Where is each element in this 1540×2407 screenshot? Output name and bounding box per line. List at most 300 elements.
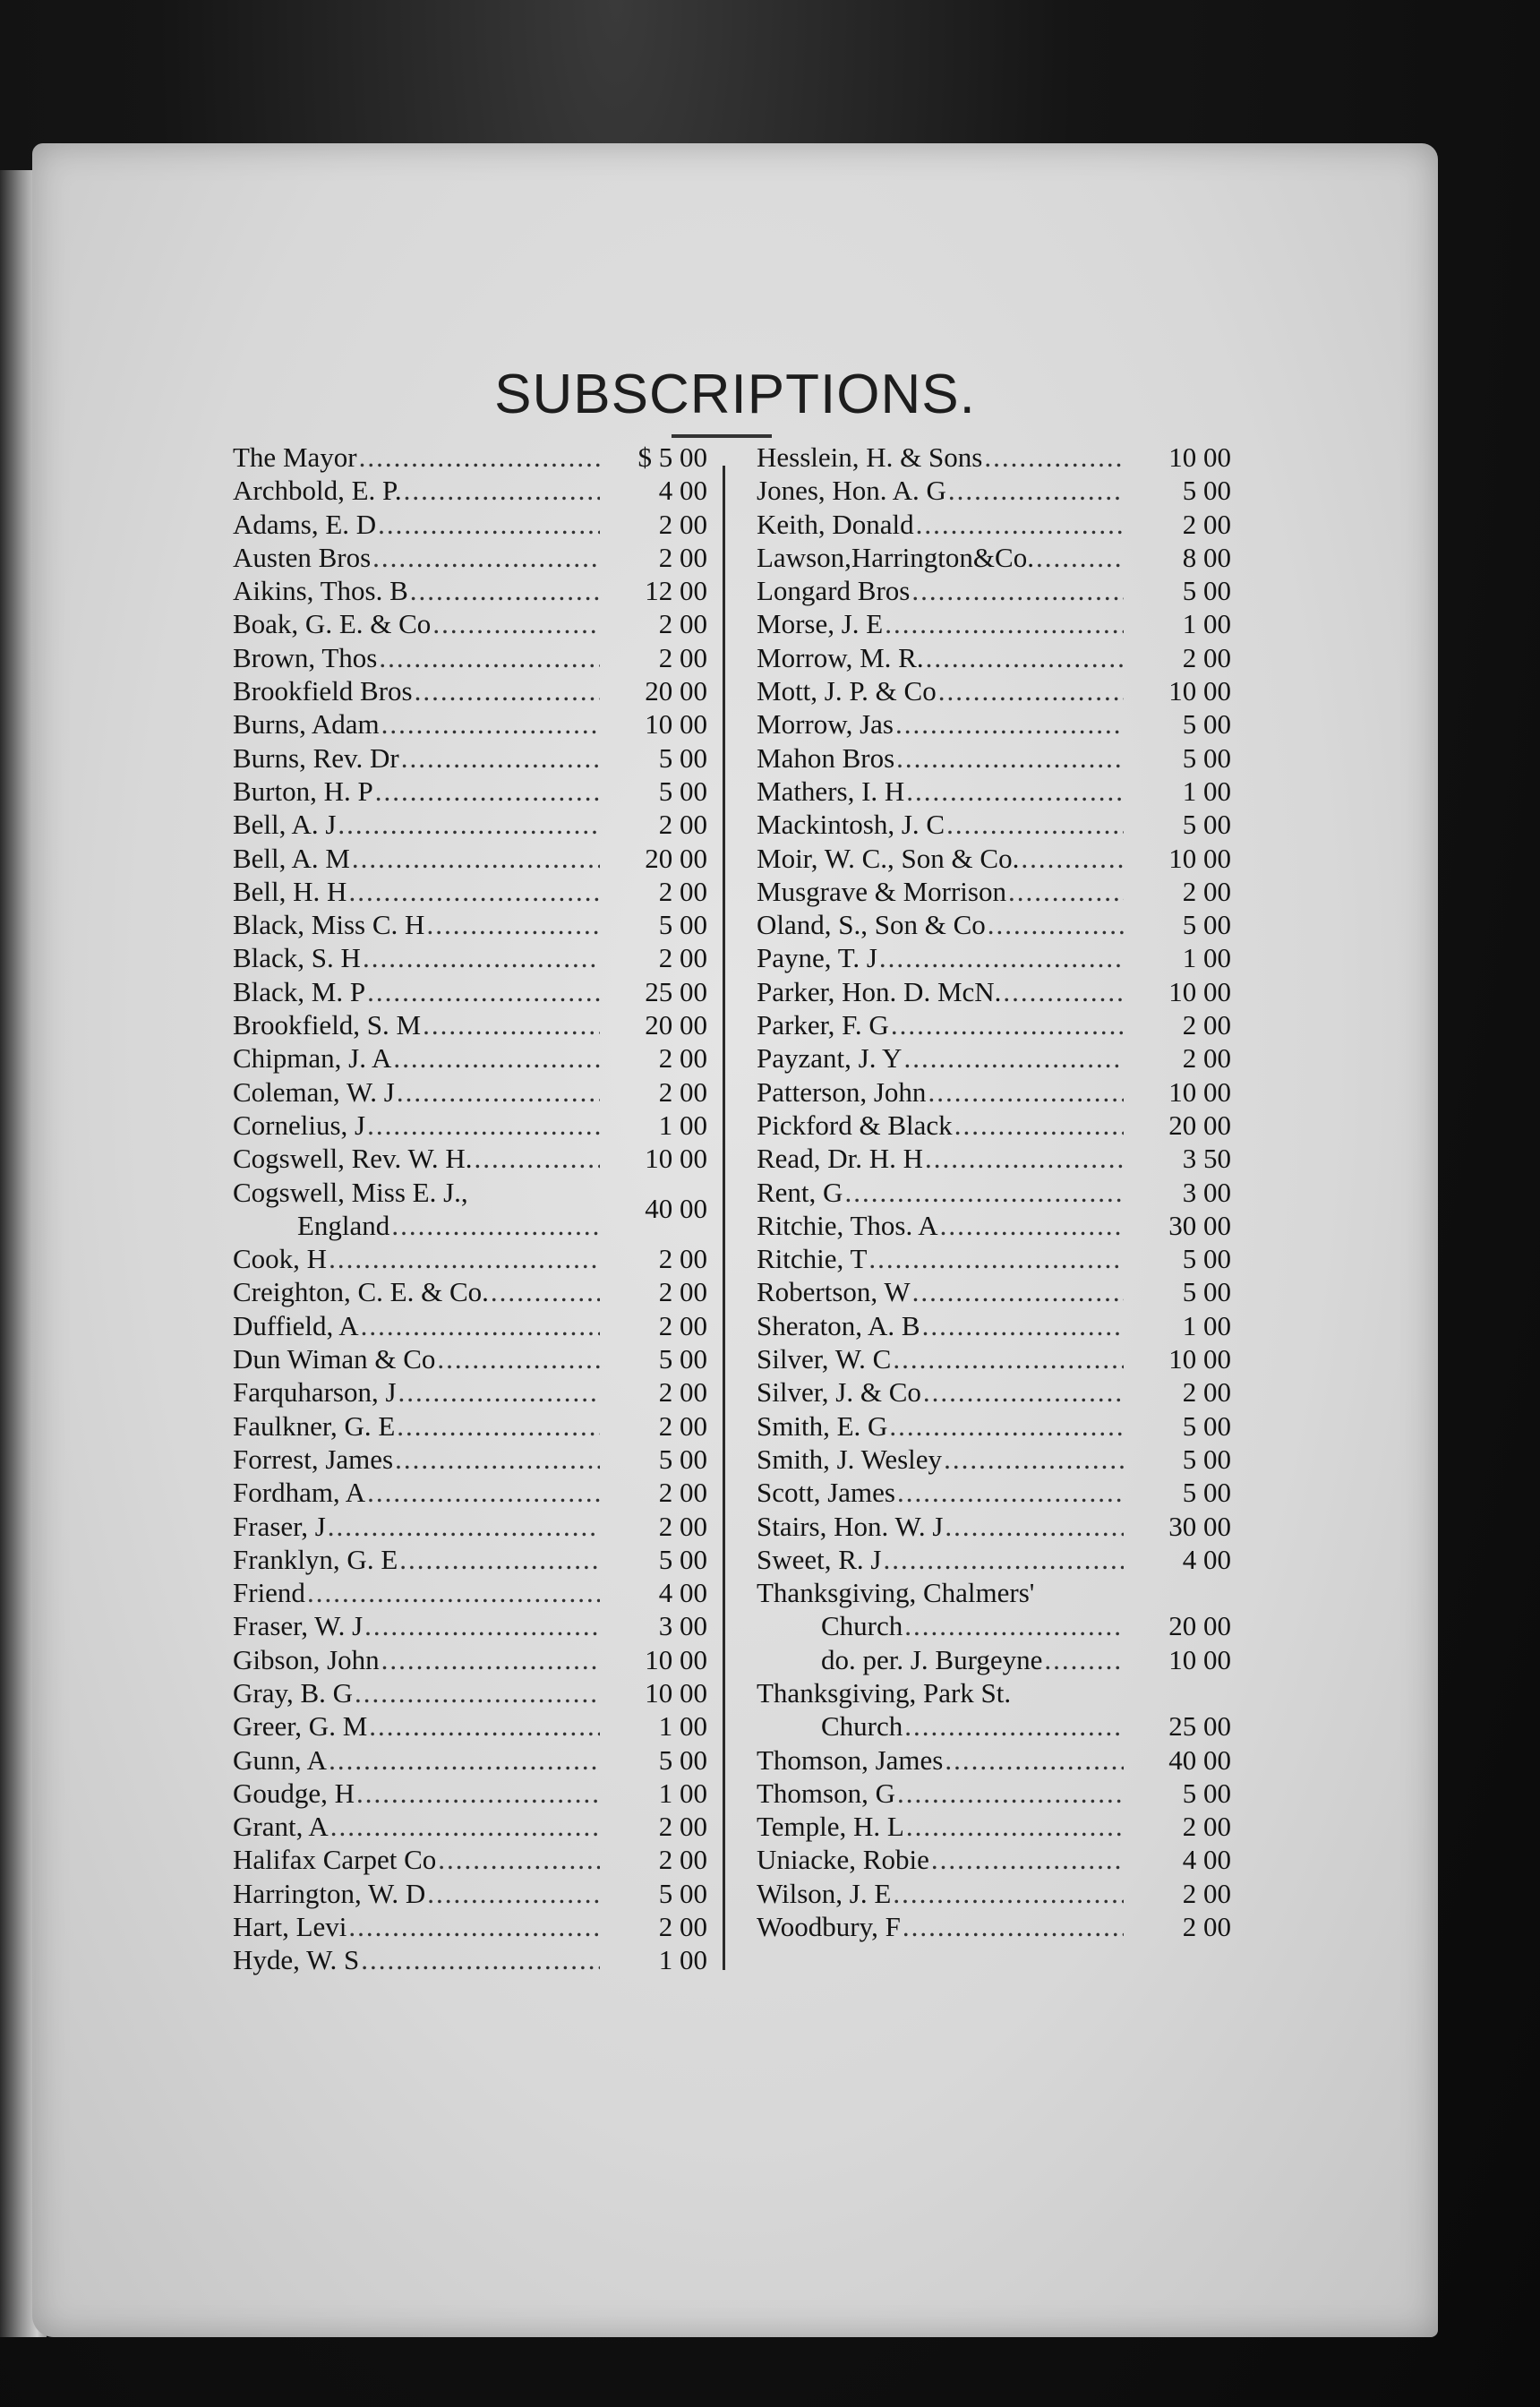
subscriber-name: Ritchie, Thos. A	[757, 1209, 938, 1241]
list-item	[233, 1610, 707, 1643]
subscription-amount: 5 00	[1182, 1443, 1231, 1475]
subscription-amount: 4 00	[658, 1577, 707, 1609]
leader-dots	[395, 1443, 600, 1476]
subscription-amount: 2 00	[658, 1075, 707, 1108]
subscription-amount: 30 00	[1168, 1209, 1231, 1241]
subscriber-name: Black, S. H	[233, 942, 361, 974]
list-item	[757, 1544, 1231, 1577]
list-item	[233, 1443, 707, 1477]
subscriber-name: Read, Dr. H. H	[757, 1143, 923, 1175]
subscription-amount: 5 00	[1182, 475, 1231, 507]
leader-dots	[1036, 542, 1124, 574]
leader-dots	[889, 1410, 1124, 1443]
leader-dots	[307, 1577, 600, 1609]
list-item	[233, 1577, 707, 1610]
leader-dots	[844, 1177, 1124, 1209]
subscriber-name: Fraser, W. J	[233, 1610, 364, 1642]
subscription-amount: 10 00	[1168, 1343, 1231, 1375]
subscriber-name: Thomson, James	[757, 1743, 944, 1776]
list-item	[233, 708, 707, 741]
subscriber-name: Bell, H. H	[233, 875, 347, 907]
leader-dots	[903, 1911, 1124, 1943]
subscriber-name: Harrington, W. D	[233, 1877, 426, 1909]
leader-dots	[1021, 843, 1124, 875]
list-item	[757, 1644, 1231, 1677]
subscription-amount: 2 00	[1182, 1911, 1231, 1943]
list-item	[757, 1376, 1231, 1409]
list-item	[233, 942, 707, 975]
list-item	[233, 775, 707, 809]
list-item	[757, 1610, 1231, 1643]
list-item	[757, 976, 1231, 1009]
subscription-amount: 20 00	[645, 842, 707, 874]
page-title: SUBSCRIPTIONS.	[494, 364, 976, 425]
subscription-amount: 5 00	[1182, 741, 1231, 774]
subscription-amount: 2 00	[658, 1409, 707, 1442]
subscription-amount: 1 00	[1182, 608, 1231, 640]
leader-dots	[427, 1878, 600, 1910]
subscriber-name: Forrest, James	[233, 1443, 394, 1475]
list-item	[757, 1310, 1231, 1343]
subscription-amount: 2 00	[658, 875, 707, 907]
leader-dots	[381, 1644, 600, 1676]
list-item	[233, 1109, 707, 1143]
subscription-amount: 2 00	[658, 508, 707, 540]
subscriber-name: Archbold, E. P.	[233, 475, 402, 507]
list-item	[757, 542, 1231, 575]
subscriber-name: Smith, E. G	[757, 1409, 888, 1442]
list-item	[233, 1811, 707, 1844]
subscriber-name: Jones, Hon. A. G	[757, 475, 946, 507]
list-item	[757, 909, 1231, 942]
subscriber-name: Thanksgiving, Park St.	[757, 1676, 1012, 1709]
list-item	[233, 1477, 707, 1510]
list-item	[757, 942, 1231, 975]
list-item	[757, 575, 1231, 608]
list-item	[757, 1811, 1231, 1844]
subscription-amount: 10 00	[1168, 441, 1231, 473]
subscriber-name: Brown, Thos	[233, 641, 378, 673]
subscriber-name: Aikins, Thos. B	[233, 575, 408, 607]
leader-dots	[364, 1610, 600, 1642]
subscription-amount: 1 00	[658, 1777, 707, 1809]
leader-dots	[397, 1076, 600, 1109]
subscriber-name: Moir, W. C., Son & Co.	[757, 842, 1020, 874]
subscriber-name: Black, Miss C. H	[233, 909, 425, 941]
subscriber-name: Sweet, R. J	[757, 1543, 882, 1575]
subscriber-name: Franklyn, G. E	[233, 1543, 398, 1575]
leader-dots	[352, 843, 600, 875]
subscription-amount: 5 00	[1182, 1409, 1231, 1442]
leader-dots	[348, 1911, 600, 1943]
subscriber-name: Morse, J. E	[757, 608, 884, 640]
list-item	[233, 642, 707, 675]
subscription-amount: 2 00	[658, 1510, 707, 1542]
leader-dots	[378, 509, 600, 541]
subscriber-name: Smith, J. Wesley	[757, 1443, 943, 1475]
subscription-amount: 3 50	[1182, 1143, 1231, 1175]
list-item	[233, 675, 707, 708]
subscription-amount: 2 00	[658, 608, 707, 640]
subscriber-name: Coleman, W. J	[233, 1075, 395, 1108]
subscription-amount: 2 00	[1182, 1877, 1231, 1909]
subscription-amount: 2 00	[658, 1042, 707, 1075]
list-item	[757, 775, 1231, 809]
subscription-amount: 5 00	[658, 775, 707, 807]
leader-dots	[884, 1544, 1125, 1576]
list-item	[757, 1511, 1231, 1544]
leader-dots	[948, 475, 1124, 507]
list-item	[233, 1544, 707, 1577]
subscription-amount: 4 00	[1182, 1844, 1231, 1876]
leader-dots	[410, 575, 600, 607]
list-item	[757, 1844, 1231, 1877]
leader-dots	[415, 675, 600, 707]
leader-dots	[938, 675, 1124, 707]
list-item	[233, 742, 707, 775]
leader-dots	[491, 1276, 600, 1308]
leader-dots	[381, 708, 600, 741]
leader-dots	[359, 441, 600, 474]
subscription-amount: 20 00	[645, 675, 707, 707]
subscription-amount: 2 00	[658, 1477, 707, 1509]
subscriber-name: Church	[821, 1610, 903, 1642]
subscription-amount: 5 00	[658, 1743, 707, 1776]
subscriber-name: Uniacke, Robie	[757, 1844, 929, 1876]
leader-dots	[361, 1310, 600, 1342]
subscription-amount: 10 00	[1168, 1075, 1231, 1108]
subscription-amount: 40 00	[645, 1192, 707, 1224]
subscription-amount: $ 5 00	[637, 441, 707, 473]
subscription-amount: 25 00	[1168, 1710, 1231, 1743]
leader-dots	[393, 1042, 600, 1075]
subscription-amount: 3 00	[1182, 1176, 1231, 1208]
leader-dots	[401, 742, 600, 775]
list-item	[757, 1911, 1231, 1944]
leader-dots	[426, 909, 600, 941]
list-item	[233, 1844, 707, 1877]
list-item	[757, 1577, 1231, 1610]
list-item	[233, 1042, 707, 1075]
list-item	[757, 876, 1231, 909]
subscriber-name: Payzant, J. Y	[757, 1042, 903, 1075]
list-item	[233, 1009, 707, 1042]
subscriber-name: Goudge, H	[233, 1777, 355, 1809]
list-item	[757, 441, 1231, 475]
list-item	[757, 1276, 1231, 1309]
list-item	[233, 1878, 707, 1911]
subscriber-name: Burton, H. P	[233, 775, 373, 807]
subscriber-name: Bell, A. M	[233, 842, 350, 874]
leader-dots	[945, 1744, 1124, 1777]
leader-dots	[369, 1710, 600, 1743]
subscription-amount: 4 00	[1182, 1543, 1231, 1575]
list-item	[757, 843, 1231, 876]
list-item	[233, 1511, 707, 1544]
leader-dots	[379, 642, 600, 674]
list-item	[757, 1243, 1231, 1276]
subscriber-name: Woodbury, F	[757, 1911, 901, 1943]
subscriber-name: Grant, A	[233, 1811, 329, 1843]
list-item	[233, 441, 707, 475]
leader-dots	[896, 742, 1124, 775]
leader-dots	[906, 1811, 1124, 1843]
subscriber-name: Parker, F. G	[757, 1009, 889, 1041]
subscriber-name: Halifax Carpet Co	[233, 1844, 437, 1876]
list-item	[233, 809, 707, 842]
leader-dots	[885, 608, 1124, 640]
leader-dots	[931, 1844, 1124, 1876]
list-item	[233, 1644, 707, 1677]
leader-dots	[363, 942, 600, 974]
subscriber-name: Ritchie, T	[757, 1243, 868, 1275]
list-item	[757, 1677, 1231, 1710]
subscriber-name: Fraser, J	[233, 1510, 326, 1542]
subscriber-name: Sheraton, A. B	[757, 1309, 920, 1341]
list-item	[233, 843, 707, 876]
subscription-amount: 5 00	[1182, 909, 1231, 941]
leader-dots	[895, 708, 1124, 741]
left-column	[233, 441, 707, 1978]
leader-dots	[944, 1443, 1124, 1476]
list-item	[757, 509, 1231, 542]
subscription-amount: 5 00	[658, 1343, 707, 1375]
leader-dots	[925, 1143, 1124, 1175]
subscriber-name: Cornelius, J	[233, 1109, 366, 1141]
subscriber-name: Dun Wiman & Co	[233, 1343, 436, 1375]
subscriber-name: Wilson, J. E	[757, 1877, 892, 1909]
list-item	[233, 1310, 707, 1343]
leader-dots	[904, 1710, 1124, 1743]
leader-dots	[437, 1343, 600, 1375]
subscriber-name: Thanksgiving, Chalmers'	[757, 1577, 1035, 1609]
subscriber-name: Parker, Hon. D. McN.	[757, 975, 1002, 1007]
subscription-amount: 1 00	[1182, 1309, 1231, 1341]
subscriber-name: The Mayor	[233, 441, 357, 473]
subscription-amount: 1 00	[658, 1109, 707, 1141]
subscription-amount: 2 00	[658, 541, 707, 573]
list-item	[233, 976, 707, 1009]
leader-dots	[897, 1477, 1124, 1509]
list-item	[233, 542, 707, 575]
subscription-amount: 10 00	[1168, 975, 1231, 1007]
subscription-amount: 3 00	[658, 1610, 707, 1642]
list-item	[233, 1076, 707, 1109]
list-item	[757, 1744, 1231, 1777]
list-item	[757, 742, 1231, 775]
leader-dots	[904, 1610, 1124, 1642]
leader-dots	[328, 1511, 600, 1543]
subscription-amount: 2 00	[658, 1376, 707, 1409]
subscription-amount: 2 00	[1182, 1042, 1231, 1075]
subscriber-name: Thomson, G	[757, 1777, 895, 1809]
list-item	[233, 1376, 707, 1409]
list-item	[757, 1042, 1231, 1075]
subscriber-name: Friend	[233, 1577, 305, 1609]
subscription-amount: 2 00	[1182, 641, 1231, 673]
leader-dots	[906, 775, 1124, 808]
leader-dots	[356, 1777, 600, 1810]
subscription-amount: 10 00	[1168, 675, 1231, 707]
list-item	[233, 1343, 707, 1376]
subscription-amount: 10 00	[1168, 842, 1231, 874]
leader-dots	[367, 1109, 600, 1142]
leader-dots	[940, 1210, 1124, 1242]
leader-dots	[391, 1210, 600, 1242]
subscriber-name: Longard Bros	[757, 575, 911, 607]
subscription-amount: 1 00	[658, 1710, 707, 1743]
subscription-amount: 5 00	[1182, 1276, 1231, 1308]
list-item	[757, 1076, 1231, 1109]
subscription-amount: 1 00	[1182, 775, 1231, 807]
subscription-amount: 2 00	[1182, 1376, 1231, 1409]
list-item	[757, 1343, 1231, 1376]
list-item	[757, 1143, 1231, 1176]
leader-dots	[397, 1410, 600, 1443]
list-item	[233, 1911, 707, 1944]
leader-dots	[954, 1109, 1124, 1142]
list-item	[757, 475, 1231, 508]
leader-dots	[372, 542, 600, 574]
leader-dots	[1003, 976, 1124, 1008]
subscription-amount: 2 00	[658, 809, 707, 841]
subscriber-name: Robertson, W	[757, 1276, 911, 1308]
list-item	[233, 1176, 707, 1224]
leader-dots	[367, 976, 600, 1008]
subscriber-name: Mackintosh, J. C	[757, 809, 945, 841]
list-item	[233, 1710, 707, 1743]
list-item	[757, 642, 1231, 675]
list-item	[233, 1243, 707, 1276]
subscriber-name: Scott, James	[757, 1477, 895, 1509]
list-item	[757, 1477, 1231, 1510]
leader-dots	[988, 909, 1124, 941]
subscription-amount: 2 00	[658, 1243, 707, 1275]
subscription-amount: 5 00	[658, 1443, 707, 1475]
subscriber-name: Patterson, John	[757, 1075, 927, 1108]
subscription-amount: 30 00	[1168, 1510, 1231, 1542]
subscriber-name: Mott, J. P. & Co	[757, 675, 937, 707]
leader-dots	[399, 1544, 600, 1576]
subscriber-name: Keith, Donald	[757, 508, 914, 540]
subscriber-name: Brookfield, S. M	[233, 1009, 422, 1041]
subscriber-name: Rent, G	[757, 1176, 843, 1208]
list-item	[233, 1944, 707, 1977]
subscriber-name: Boak, G. E. & Co	[233, 608, 432, 640]
leader-dots	[338, 809, 600, 841]
list-item	[233, 509, 707, 542]
list-item	[233, 909, 707, 942]
subscription-amount: 5 00	[658, 1543, 707, 1575]
list-item	[233, 1777, 707, 1811]
leader-dots	[375, 775, 600, 808]
list-item	[757, 1443, 1231, 1477]
leader-dots	[923, 1376, 1124, 1409]
subscription-amount: 4 00	[658, 475, 707, 507]
leader-dots	[355, 1677, 600, 1709]
list-item	[233, 608, 707, 641]
list-item	[233, 1276, 707, 1309]
subscription-amount: 2 00	[1182, 1811, 1231, 1843]
list-item	[233, 1677, 707, 1710]
subscription-amount: 5 00	[658, 1877, 707, 1909]
subscriber-name: Church	[821, 1710, 903, 1743]
subscription-amount: 10 00	[645, 708, 707, 741]
subscriber-name: Temple, H. L	[757, 1811, 904, 1843]
list-item	[757, 1777, 1231, 1811]
subscription-amount: 2 00	[658, 641, 707, 673]
subscriber-name: Gunn, A	[233, 1743, 328, 1776]
leader-dots	[438, 1844, 600, 1876]
subscription-amount: 10 00	[645, 1143, 707, 1175]
subscriber-name: Gibson, John	[233, 1643, 380, 1675]
subscription-amount: 12 00	[645, 575, 707, 607]
subscriber-name: Mathers, I. H	[757, 775, 905, 807]
subscription-amount: 5 00	[1182, 1777, 1231, 1809]
leader-dots	[916, 509, 1124, 541]
list-item	[233, 475, 707, 508]
leader-dots	[475, 1143, 600, 1175]
leader-dots	[903, 1042, 1124, 1075]
subscription-amount: 25 00	[645, 975, 707, 1007]
subscription-amount: 40 00	[1168, 1743, 1231, 1776]
leader-dots	[329, 1243, 600, 1275]
subscriber-name: Silver, W. C	[757, 1343, 892, 1375]
subscription-amount: 2 00	[1182, 1009, 1231, 1041]
leader-dots	[423, 1009, 600, 1041]
subscriber-name: Cook, H	[233, 1243, 328, 1275]
subscriber-name: Black, M. P	[233, 975, 366, 1007]
subscription-amount: 2 00	[1182, 875, 1231, 907]
subscriber-name: Austen Bros	[233, 541, 372, 573]
list-item	[233, 1143, 707, 1176]
subscription-amount: 5 00	[1182, 1243, 1231, 1275]
subscription-amount: 5 00	[1182, 1477, 1231, 1509]
subscriber-name: Silver, J. & Co	[757, 1376, 921, 1409]
subscriber-name: Gray, B. G	[233, 1676, 354, 1709]
leader-dots	[367, 1477, 600, 1509]
leader-dots	[1008, 876, 1124, 908]
subscriber-name: Pickford & Black	[757, 1109, 953, 1141]
subscriber-name: Musgrave & Morrison	[757, 875, 1006, 907]
subscriber-name: Lawson,Harrington&Co.	[757, 541, 1034, 573]
leader-dots	[348, 876, 600, 908]
leader-dots	[912, 1276, 1124, 1308]
subscriber-name: Duffield, A	[233, 1309, 359, 1341]
leader-dots	[361, 1944, 600, 1976]
list-item	[757, 608, 1231, 641]
subscription-amount: 10 00	[645, 1643, 707, 1675]
subscription-amount: 2 00	[658, 1276, 707, 1308]
subscription-amount: 20 00	[645, 1009, 707, 1041]
subscription-amount: 8 00	[1182, 541, 1231, 573]
subscriber-name: Farquharson, J	[233, 1376, 397, 1409]
leader-dots	[945, 1511, 1124, 1543]
subscriber-name: Cogswell, Rev. W. H.	[233, 1143, 473, 1175]
subscription-amount: 20 00	[1168, 1109, 1231, 1141]
leader-dots	[432, 608, 600, 640]
subscriber-name: Hesslein, H. & Sons	[757, 441, 983, 473]
subscriber-name: Morrow, M. R.	[757, 641, 924, 673]
subscriber-name: Stairs, Hon. W. J	[757, 1510, 944, 1542]
subscriber-name: Greer, G. M	[233, 1710, 368, 1743]
subscriber-name: Burns, Adam	[233, 708, 380, 741]
subscription-amount: 10 00	[1168, 1643, 1231, 1675]
subscription-amount: 5 00	[1182, 708, 1231, 741]
leader-dots	[879, 942, 1124, 974]
right-column	[757, 441, 1231, 1944]
subscriber-name: Chipman, J. A	[233, 1042, 392, 1075]
